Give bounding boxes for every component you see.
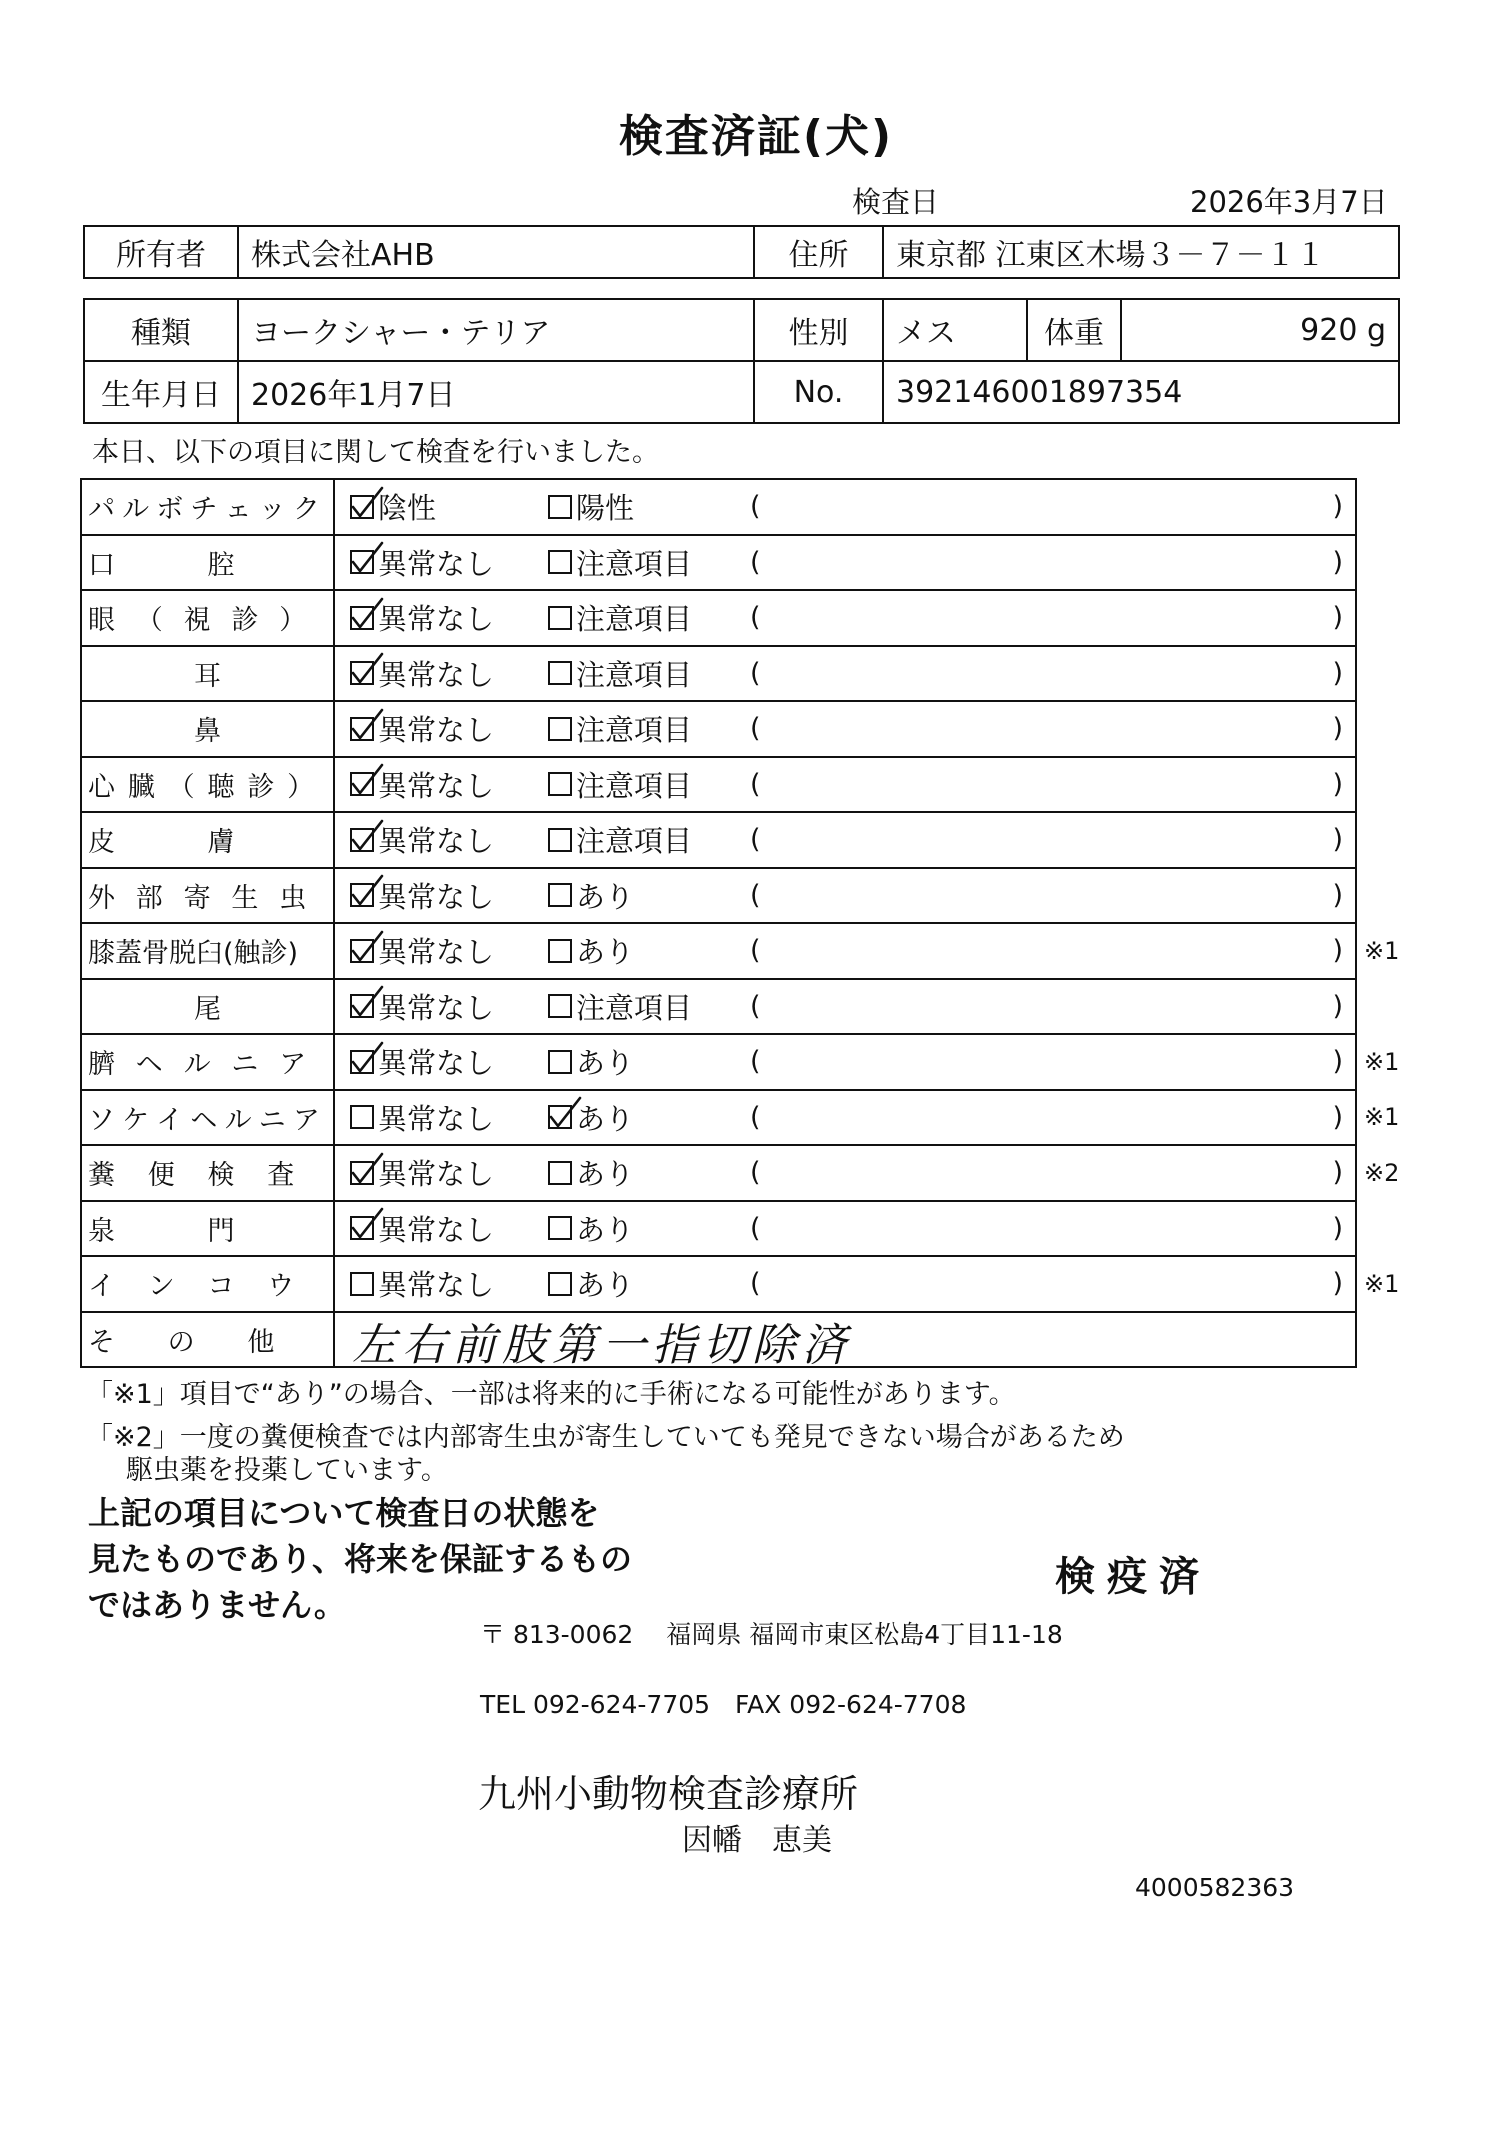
- exam-option-label: 異常なし: [378, 1157, 495, 1192]
- remark-close-paren: ): [1332, 1101, 1343, 1133]
- remark-open-paren: (: [750, 1046, 761, 1078]
- exam-item-label: [82, 758, 335, 812]
- exam-table: [80, 478, 1400, 1371]
- checkbox-icon[interactable]: [548, 606, 572, 630]
- label-char: 門: [207, 1215, 235, 1247]
- exam-option-label: あり: [576, 935, 635, 970]
- exam-option-label: あり: [576, 879, 635, 914]
- label-char: 外: [88, 882, 115, 914]
- exam-item-label: [82, 1035, 335, 1089]
- remark-close-paren: ): [1332, 935, 1343, 967]
- checkbox-icon[interactable]: [548, 1216, 572, 1240]
- exam-item-label: [82, 480, 335, 534]
- label-char: 聴: [207, 771, 235, 803]
- label-char: 口: [88, 549, 115, 581]
- exam-option-label: 陽性: [576, 491, 635, 526]
- remark-open-paren: (: [750, 491, 761, 523]
- clinic-contact: TEL 092-624-7705 FAX 092-624-7708: [480, 1690, 967, 1719]
- exam-item-label-text: [88, 487, 327, 526]
- exam-item-label: [82, 1202, 335, 1256]
- label-char: ボ: [156, 494, 184, 526]
- exam-item-label-text: [88, 543, 327, 582]
- exam-option-1: [350, 758, 494, 812]
- label-char: ヘ: [135, 1049, 163, 1081]
- remark-open-paren: (: [750, 1268, 761, 1300]
- exam-option-1: [350, 869, 494, 923]
- exam-option-label: 異常なし: [378, 879, 495, 914]
- document-number: 4000582363: [1135, 1873, 1295, 1902]
- remark-close-paren: ): [1332, 1212, 1343, 1244]
- exam-item-label-text: [88, 1042, 327, 1081]
- remark-open-paren: (: [750, 602, 761, 634]
- checked-box-icon[interactable]: [350, 772, 374, 796]
- exam-item-label-text: 鼻: [194, 716, 221, 748]
- note-marker: ※1: [1364, 936, 1400, 965]
- label-char: の: [167, 1326, 195, 1358]
- exam-option-label: 注意項目: [576, 990, 693, 1025]
- exam-item-label: [82, 813, 335, 867]
- exam-option-1: [350, 480, 436, 534]
- exam-row: [82, 813, 1357, 869]
- checkbox-icon[interactable]: [548, 495, 572, 519]
- exam-option-2: [548, 869, 634, 923]
- exam-row: [82, 869, 1357, 925]
- note-marker: ※1: [1364, 1269, 1400, 1298]
- checkbox-icon[interactable]: [548, 1272, 572, 1296]
- exam-option-label: あり: [576, 1212, 635, 1247]
- exam-item-label-text: [88, 876, 327, 915]
- dob-value: 2026年1月7日: [238, 361, 754, 423]
- owner-value: 株式会社AHB: [238, 226, 754, 278]
- disclaimer-line-1: 上記の項目について検査日の状態を: [88, 1494, 600, 1532]
- exam-option-1: [350, 1035, 494, 1089]
- exam-option-1: [350, 1091, 494, 1145]
- exam-option-label: 異常なし: [378, 1212, 495, 1247]
- exam-option-label: 注意項目: [576, 546, 693, 581]
- label-char: 臓: [127, 771, 155, 803]
- footnote-1: 「※1」項目で“あり”の場合、一部は将来的に手術になる可能性があります。: [86, 1379, 1016, 1410]
- checkbox-icon[interactable]: [548, 939, 572, 963]
- exam-row: [82, 702, 1357, 758]
- exam-row-other: [82, 1313, 1357, 1369]
- exam-item-label: [82, 1257, 335, 1311]
- checked-box-icon[interactable]: [350, 1050, 374, 1074]
- label-char: ヘ: [190, 1104, 218, 1136]
- breed-label: 種類: [84, 299, 238, 361]
- exam-option-2: [548, 536, 692, 590]
- remark-open-paren: (: [750, 546, 761, 578]
- checked-box-icon[interactable]: [548, 1105, 572, 1129]
- label-char: ウ: [267, 1271, 295, 1303]
- exam-date-label: 検査日: [852, 185, 940, 219]
- exam-option-1: [350, 702, 494, 756]
- owner-label: 所有者: [84, 226, 238, 278]
- exam-row: [82, 1146, 1400, 1202]
- exam-option-label: 注意項目: [576, 713, 693, 748]
- label-char: 臍: [88, 1049, 115, 1081]
- exam-option-label: あり: [576, 1046, 635, 1081]
- exam-item-label-text: [88, 598, 327, 637]
- exam-row: [82, 1257, 1400, 1313]
- exam-row: [82, 647, 1357, 703]
- label-char: 泉: [88, 1215, 115, 1247]
- label-char: 視: [183, 605, 211, 637]
- exam-option-label: 異常なし: [378, 713, 495, 748]
- exam-option-1: [350, 1146, 494, 1200]
- checkbox-icon[interactable]: [548, 1161, 572, 1185]
- label-char: 査: [267, 1160, 295, 1192]
- label-char: ソ: [88, 1104, 115, 1136]
- exam-option-2: [548, 813, 692, 867]
- exam-option-2: [548, 1091, 634, 1145]
- exam-option-2: [548, 480, 634, 534]
- exam-row: [82, 536, 1357, 592]
- dob-label: 生年月日: [84, 361, 238, 423]
- exam-item-label-text: [88, 1098, 327, 1137]
- label-char: ェ: [224, 494, 252, 526]
- label-char: ア: [279, 1049, 307, 1081]
- page-title: 検査済証(犬): [618, 111, 894, 162]
- disclaimer-line-2: 見たものであり、将来を保証するもの: [88, 1540, 633, 1578]
- clinic-address: 〒 813-0062 福岡県 福岡市東区松島4丁目11-18: [480, 1620, 1063, 1649]
- exam-option-2: [548, 1035, 634, 1089]
- exam-item-label-text: 耳: [194, 660, 221, 692]
- label-char: 診: [231, 605, 259, 637]
- exam-row: [82, 1202, 1357, 1258]
- exam-item-label: [82, 1146, 335, 1200]
- label-char: 腔: [207, 549, 235, 581]
- exam-option-1: [350, 536, 494, 590]
- exam-option-1: [350, 591, 494, 645]
- checkbox-icon[interactable]: [548, 550, 572, 574]
- checkbox-icon[interactable]: [548, 772, 572, 796]
- label-char: ）: [279, 605, 307, 637]
- checked-box-icon[interactable]: [350, 1216, 374, 1240]
- label-char: ニ: [258, 1104, 286, 1136]
- exam-item-label: [82, 869, 335, 923]
- exam-option-label: 異常なし: [378, 768, 495, 803]
- exam-option-label: 注意項目: [576, 602, 693, 637]
- checked-box-icon[interactable]: [350, 661, 374, 685]
- exam-row: [82, 591, 1357, 647]
- remark-close-paren: ): [1332, 713, 1343, 745]
- address-value: 東京都 江東区木場３－７－１１: [883, 226, 1399, 278]
- checkbox-icon[interactable]: [548, 1050, 572, 1074]
- label-char: 皮: [88, 827, 115, 859]
- exam-option-2: [548, 1257, 634, 1311]
- label-char: 寄: [183, 882, 211, 914]
- exam-row: [82, 1035, 1400, 1091]
- exam-row: [82, 758, 1357, 814]
- weight-value: 920 g: [1121, 299, 1399, 361]
- exam-item-label-text: [88, 820, 327, 859]
- label-char: ル: [122, 494, 150, 526]
- checked-box-icon[interactable]: [350, 495, 374, 519]
- exam-item-label: [82, 980, 335, 1034]
- exam-option-label: 異常なし: [378, 602, 495, 637]
- exam-item-label-text: [88, 765, 327, 804]
- label-char: コ: [207, 1271, 235, 1303]
- label-char: 心: [88, 771, 115, 803]
- remark-open-paren: (: [750, 824, 761, 856]
- label-char: ッ: [258, 494, 286, 526]
- clinic-name: 九州小動物検査診療所: [478, 1772, 859, 1816]
- remark-open-paren: (: [750, 1101, 761, 1133]
- exam-option-2: [548, 980, 692, 1034]
- exam-item-label: [82, 924, 335, 978]
- remark-open-paren: (: [750, 879, 761, 911]
- checked-box-icon[interactable]: [350, 717, 374, 741]
- exam-row: [82, 480, 1357, 536]
- exam-option-2: [548, 924, 634, 978]
- checkbox-icon[interactable]: [548, 828, 572, 852]
- remark-close-paren: ): [1332, 879, 1343, 911]
- exam-option-label: あり: [576, 1268, 635, 1303]
- signer-name: 因幡 恵美: [682, 1823, 832, 1858]
- exam-option-label: 異常なし: [378, 546, 495, 581]
- label-char: ）: [287, 771, 315, 803]
- checked-box-icon[interactable]: [350, 994, 374, 1018]
- label-char: ン: [147, 1271, 175, 1303]
- exam-item-label-text: 尾: [194, 993, 221, 1025]
- weight-label: 体重: [1027, 299, 1121, 361]
- exam-item-label: [82, 702, 335, 756]
- exam-option-1: [350, 980, 494, 1034]
- exam-option-2: [548, 758, 692, 812]
- checkbox-icon[interactable]: [548, 883, 572, 907]
- exam-item-label: [82, 591, 335, 645]
- label-char: パ: [88, 494, 115, 526]
- exam-option-label: 陰性: [378, 491, 437, 526]
- exam-option-label: あり: [576, 1157, 635, 1192]
- exam-item-label-text: [88, 1320, 327, 1359]
- label-char: ニ: [231, 1049, 259, 1081]
- remark-close-paren: ): [1332, 602, 1343, 634]
- label-char: 虫: [279, 882, 307, 914]
- address-label: 住所: [754, 226, 883, 278]
- exam-option-2: [548, 591, 692, 645]
- label-char: 糞: [88, 1160, 115, 1192]
- label-char: 便: [147, 1160, 175, 1192]
- checked-box-icon[interactable]: [350, 883, 374, 907]
- label-char: 部: [135, 882, 163, 914]
- exam-item-label-text: [88, 1153, 327, 1192]
- exam-option-label: 異常なし: [378, 657, 495, 692]
- exam-option-label: 異常なし: [378, 1268, 495, 1303]
- owner-table: [83, 225, 1400, 279]
- label-char: 膚: [207, 827, 235, 859]
- handwritten-remark: 左右前肢第一指切除済: [352, 1319, 852, 1371]
- remark-close-paren: ): [1332, 546, 1343, 578]
- label-char: ア: [292, 1104, 320, 1136]
- note-marker: ※1: [1364, 1103, 1400, 1132]
- exam-option-1: [350, 647, 494, 701]
- remark-close-paren: ): [1332, 990, 1343, 1022]
- exam-option-1: [350, 1202, 494, 1256]
- exam-option-label: 異常なし: [378, 824, 495, 859]
- remark-open-paren: (: [750, 1157, 761, 1189]
- exam-option-label: 異常なし: [378, 990, 495, 1025]
- animal-table: [83, 298, 1400, 424]
- label-char: チ: [190, 494, 218, 526]
- exam-option-label: 異常なし: [378, 935, 495, 970]
- exam-row: [82, 980, 1357, 1036]
- exam-item-label: [82, 1091, 335, 1145]
- sex-label: 性別: [754, 299, 883, 361]
- exam-option-label: 注意項目: [576, 824, 693, 859]
- checkbox-icon[interactable]: [548, 717, 572, 741]
- no-label: No.: [754, 361, 883, 423]
- exam-item-label: [82, 1313, 335, 1367]
- exam-option-2: [548, 702, 692, 756]
- checked-box-icon[interactable]: [350, 606, 374, 630]
- remark-close-paren: ): [1332, 491, 1343, 523]
- checkbox-icon[interactable]: [548, 994, 572, 1018]
- label-char: ケ: [122, 1104, 150, 1136]
- label-char: ル: [224, 1104, 252, 1136]
- exam-row: [82, 924, 1400, 980]
- remark-open-paren: (: [750, 768, 761, 800]
- note-marker: ※1: [1364, 1047, 1400, 1076]
- exam-option-1: [350, 924, 494, 978]
- checkbox-icon[interactable]: [548, 661, 572, 685]
- exam-option-label: あり: [576, 1101, 635, 1136]
- exam-option-2: [548, 1202, 634, 1256]
- label-char: そ: [88, 1326, 115, 1358]
- label-char: 診: [247, 771, 275, 803]
- remark-close-paren: ): [1332, 1046, 1343, 1078]
- label-char: 他: [247, 1326, 275, 1358]
- exam-option-1: [350, 813, 494, 867]
- remark-open-paren: (: [750, 1212, 761, 1244]
- remark-close-paren: ): [1332, 657, 1343, 689]
- label-char: （: [135, 605, 163, 637]
- label-char: 検: [207, 1160, 235, 1192]
- exam-option-label: 注意項目: [576, 768, 693, 803]
- exam-option-2: [548, 1146, 634, 1200]
- quarantine-stamp: 検疫済: [1055, 1554, 1211, 1600]
- note-marker: ※2: [1364, 1158, 1400, 1187]
- exam-item-label-text: [88, 1209, 327, 1248]
- remark-open-paren: (: [750, 713, 761, 745]
- exam-item-label: [82, 647, 335, 701]
- exam-option-1: [350, 1257, 494, 1311]
- checkbox-icon[interactable]: [350, 1105, 374, 1129]
- remark-close-paren: ): [1332, 768, 1343, 800]
- breed-value: ヨークシャー・テリア: [238, 299, 754, 361]
- label-char: （: [167, 771, 195, 803]
- exam-option-2: [548, 647, 692, 701]
- remark-close-paren: ): [1332, 1157, 1343, 1189]
- exam-row: [82, 1091, 1400, 1147]
- remark-open-paren: (: [750, 990, 761, 1022]
- exam-option-label: 注意項目: [576, 657, 693, 692]
- exam-item-label-text: [88, 1264, 327, 1303]
- remark-open-paren: (: [750, 657, 761, 689]
- checked-box-icon[interactable]: [350, 1161, 374, 1185]
- remark-open-paren: (: [750, 935, 761, 967]
- remark-close-paren: ): [1332, 1268, 1343, 1300]
- exam-option-label: 異常なし: [378, 1046, 495, 1081]
- no-value: 392146001897354: [883, 361, 1399, 423]
- label-char: イ: [156, 1104, 184, 1136]
- exam-date-value: 2026年3月7日: [1190, 185, 1388, 219]
- label-char: 眼: [88, 605, 115, 637]
- label-char: ク: [292, 494, 320, 526]
- checked-box-icon[interactable]: [350, 828, 374, 852]
- footnote-2-continued: 駆虫薬を投薬しています。: [126, 1455, 448, 1486]
- exam-option-label: 異常なし: [378, 1101, 495, 1136]
- checked-box-icon[interactable]: [350, 939, 374, 963]
- footnote-2: 「※2」一度の糞便検査では内部寄生虫が寄生していても発見できない場合があるため: [86, 1422, 1125, 1453]
- label-char: 生: [231, 882, 259, 914]
- checked-box-icon[interactable]: [350, 550, 374, 574]
- disclaimer-line-3: ではありません。: [88, 1586, 346, 1624]
- checkbox-icon[interactable]: [350, 1272, 374, 1296]
- exam-item-label-text: 膝蓋骨脱臼(触診): [88, 938, 299, 970]
- intro-text: 本日、以下の項目に関して検査を行いました。: [92, 437, 659, 468]
- exam-item-label: [82, 536, 335, 590]
- remark-close-paren: ): [1332, 824, 1343, 856]
- label-char: イ: [88, 1271, 115, 1303]
- sex-value: メス: [883, 299, 1027, 361]
- label-char: ル: [183, 1049, 211, 1081]
